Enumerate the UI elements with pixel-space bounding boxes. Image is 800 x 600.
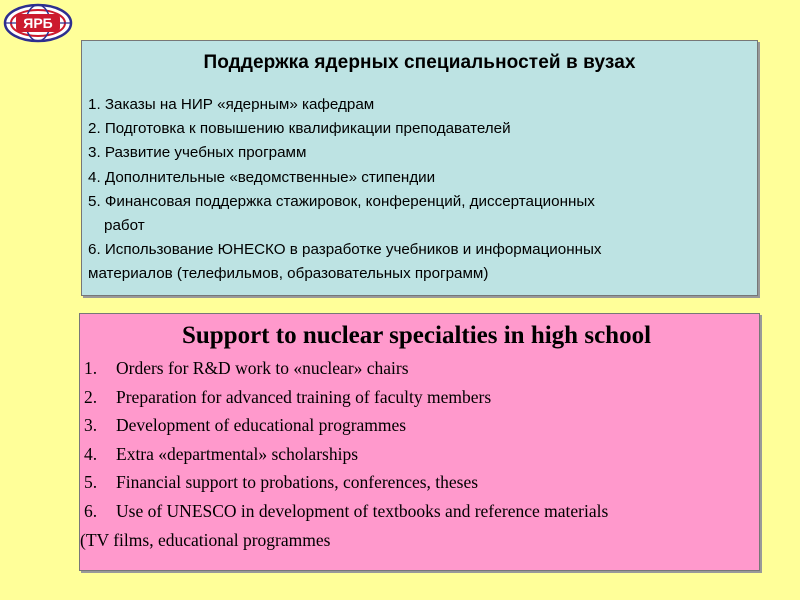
list-item-text: Orders for R&D work to «nuclear» chairs bbox=[116, 358, 409, 378]
globe-logo-icon bbox=[2, 2, 74, 44]
list-item-continuation bbox=[88, 214, 751, 238]
list-item-text: Development of educational programmes bbox=[116, 415, 407, 436]
list-item bbox=[80, 354, 753, 383]
list-item-text: Preparation for advanced training of faculty members bbox=[116, 386, 492, 407]
russian-list bbox=[88, 93, 751, 287]
list-item: 6. Использование ЮНЕСКО в разработке учебников и информационных bbox=[88, 241, 602, 259]
list-item: 3. Развитие учебных программ bbox=[88, 144, 307, 162]
list-item-number: 4. bbox=[84, 443, 98, 464]
list-item bbox=[80, 440, 753, 469]
list-item bbox=[80, 497, 753, 526]
list-item bbox=[80, 383, 753, 412]
list-item: 1. Заказы на НИР «ядерным» кафедрам bbox=[88, 96, 375, 113]
russian-panel-title: Поддержка ядерных специальностей в вузах bbox=[203, 52, 636, 73]
list-item-number: 1. bbox=[84, 358, 98, 378]
list-item-continuation: (TV films, educational programmes bbox=[80, 529, 331, 550]
logo bbox=[2, 2, 74, 44]
english-panel-title: Support to nuclear specialties in high school bbox=[181, 322, 652, 349]
list-item-number: 2. bbox=[84, 386, 98, 407]
english-list bbox=[80, 354, 753, 554]
list-item-number: 3. bbox=[84, 415, 98, 436]
list-item-text: Use of UNESCO in development of textbooks and reference materials bbox=[116, 500, 609, 521]
russian-panel bbox=[81, 40, 758, 296]
list-item-number: 5. bbox=[84, 472, 98, 493]
list-item-number: 6. bbox=[84, 500, 98, 521]
list-item bbox=[80, 411, 753, 440]
list-item-continuation: материалов (телефильмов, образовательных программ) bbox=[88, 265, 489, 283]
list-item-text: Financial support to probations, conferences, theses bbox=[116, 472, 479, 493]
list-item: 2. Подготовка к повышению квалификации преподавателей bbox=[88, 120, 511, 138]
logo-text: ЯРБ bbox=[23, 15, 53, 31]
list-item-text: Extra «departmental» scholarships bbox=[116, 443, 359, 464]
list-item: 4. Дополнительные «ведомственные» стипендии bbox=[88, 168, 436, 186]
list-item: 5. Финансовая поддержка стажировок, конференций, диссертационных bbox=[88, 192, 595, 210]
english-panel bbox=[79, 313, 760, 571]
list-item bbox=[80, 468, 753, 497]
list-item-continuation-text: работ bbox=[104, 217, 145, 235]
